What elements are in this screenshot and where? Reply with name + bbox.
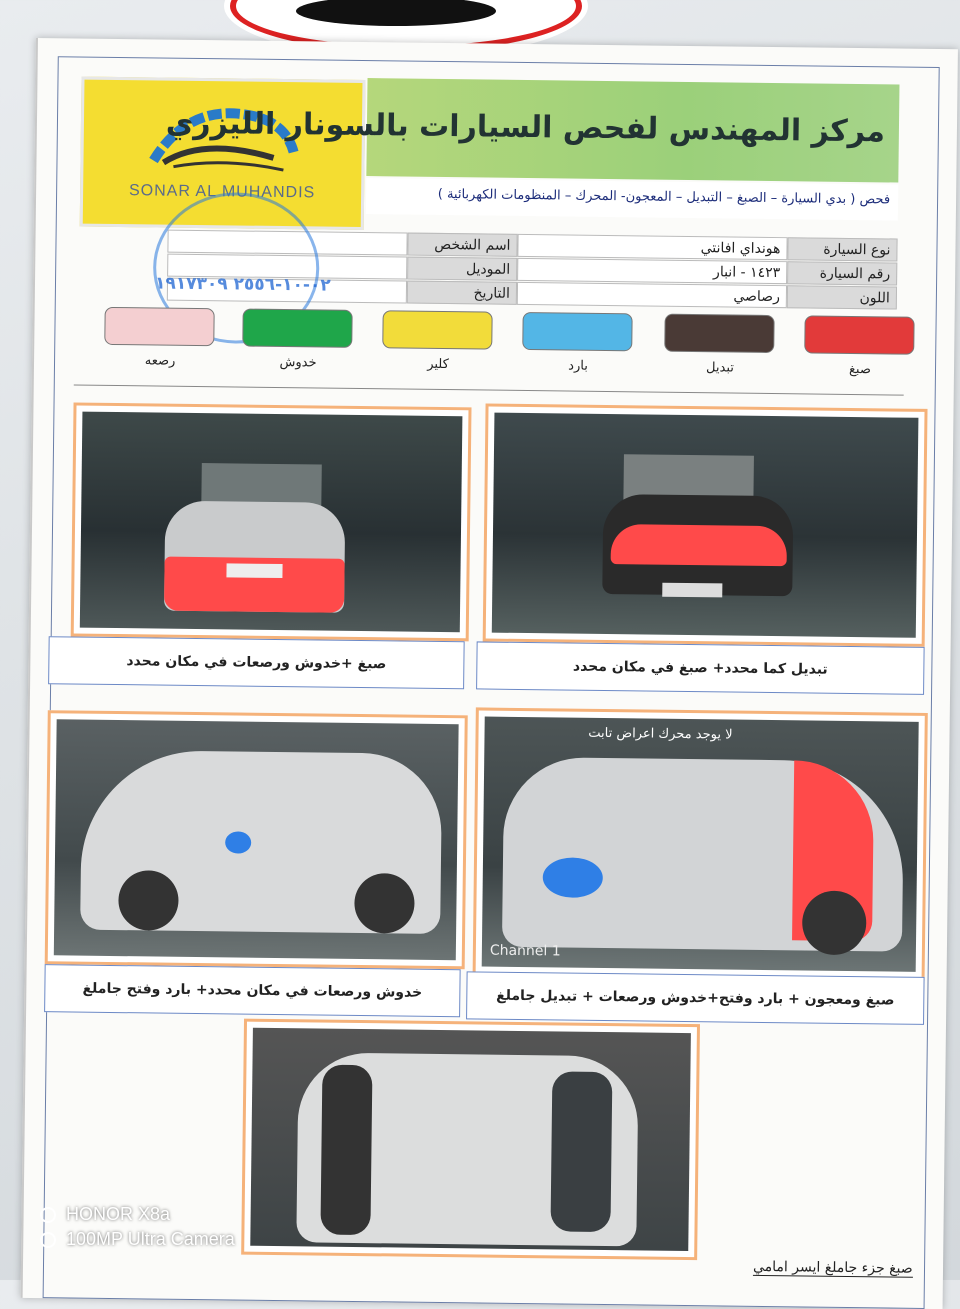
dot-icon — [40, 1207, 56, 1223]
overlay-text: لا يوجد محرك اعراض تابت — [588, 725, 733, 743]
legend-label: كلير — [427, 356, 449, 373]
caption-front: تبديل كما محدد+ صبغ في مكان محدد — [476, 641, 925, 694]
caption-left-side: خدوش ورصعات في مكان محدد+ بارد وفتح جاملغ — [44, 964, 461, 1017]
title-band — [165, 78, 899, 182]
page-title: مركز المهندس لفحص السيارات بالسونار الليزري — [165, 105, 886, 150]
watermark-brand: HONOR X8a — [66, 1204, 171, 1224]
stamp-number: ٠٢-١٠-٢٥٥٦ ١٩١٧٣٠٩ — [154, 273, 331, 296]
model-label: الموديل — [407, 257, 517, 281]
camera-watermark — [40, 1204, 235, 1254]
car-number-label: رقم السيارة — [787, 261, 897, 285]
legend-swatch — [522, 312, 632, 351]
legend-label: خدوش — [279, 355, 317, 371]
dot-icon — [40, 1232, 56, 1248]
caption-rear: صبغ +خدوش ورصعات في مكان محدد — [48, 636, 465, 689]
legend-label: تبديل — [706, 360, 735, 376]
person-label: اسم الشخص — [407, 233, 517, 257]
photo-front — [483, 404, 928, 647]
channel-label: Channel 1 — [489, 942, 561, 960]
car-number-value: ١٤٢٣ - انبار — [517, 258, 787, 284]
subtitle-band — [366, 178, 898, 220]
legend-label: صبغ — [848, 361, 872, 378]
legend-swatch — [664, 314, 774, 353]
legend-swatch — [382, 310, 492, 349]
car-type-label: نوع السيارة — [787, 237, 897, 261]
photo-left-side — [45, 710, 468, 969]
legend-swatch — [242, 309, 352, 348]
photo-rear — [71, 402, 472, 641]
legend-swatch — [104, 307, 214, 346]
photo-right-side — [473, 707, 928, 981]
legend-label: بارد — [568, 358, 588, 374]
caption-top-view: صبغ جزء جاملغ ايسر امامي — [752, 1258, 913, 1277]
legend-label: رصعه — [144, 353, 176, 369]
caption-right-side: صبغ ومعجون + بارد وفتح+خدوش ورصعات + تبديل جاملغ — [466, 971, 925, 1025]
watermark-camera: 100MP Ultra Camera — [66, 1229, 235, 1249]
color-value: رصاصي — [517, 282, 787, 308]
color-label: اللون — [787, 285, 897, 309]
page-subtitle: فحص ( بدي السيارة – الصبغ – التبديل – المعجون- المحرك – المنظومات الكهربائية ) — [437, 186, 891, 208]
inspection-sheet — [21, 38, 958, 1309]
logo-text: SONAR AL MUHANDIS — [128, 182, 316, 202]
date-label: التاريخ — [407, 281, 517, 305]
car-type-value: هونداي افانتي — [517, 234, 787, 260]
legend-swatch — [804, 315, 914, 354]
photo-top-view — [241, 1019, 700, 1261]
